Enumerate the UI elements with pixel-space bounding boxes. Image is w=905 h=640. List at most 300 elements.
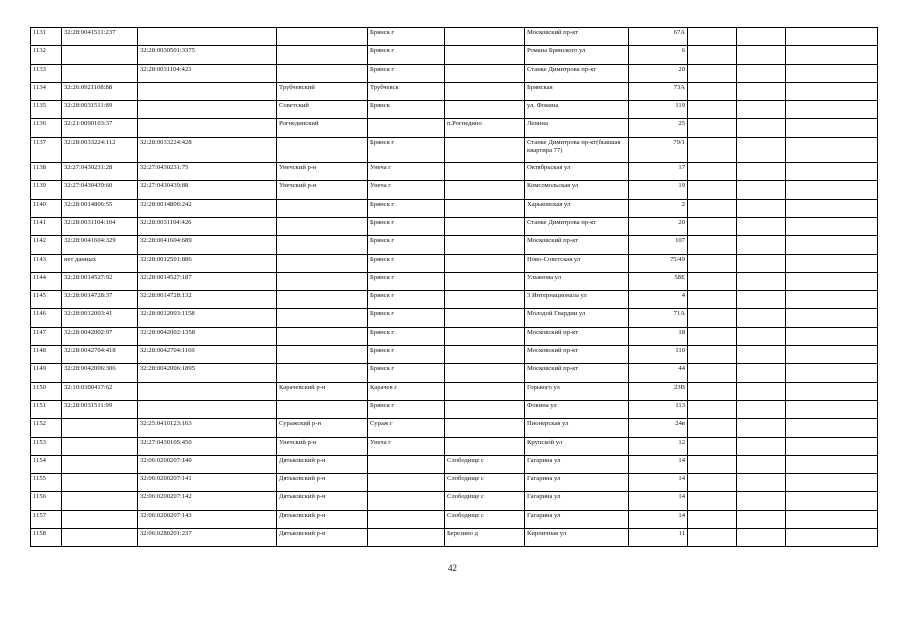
- cell-house-number: 24в: [629, 419, 688, 437]
- table-row: [31, 272, 878, 290]
- cell-district: [277, 217, 368, 235]
- cell-extra-col-2: [737, 437, 786, 455]
- cell-district: Дятьковский р-н: [277, 455, 368, 473]
- cell-city: Брянск г: [368, 400, 445, 418]
- cell-extra-col-2: [737, 346, 786, 364]
- cell-street: Романа Брянского ул: [525, 46, 629, 64]
- cell-extra-col-2: [737, 400, 786, 418]
- cell-settlement: [445, 272, 525, 290]
- cell-row-index: 1131: [31, 28, 62, 46]
- cell-street: Крупской ул: [525, 437, 629, 455]
- cell-district: Унечский р-н: [277, 163, 368, 181]
- cell-extra-col-1: [688, 64, 737, 82]
- cell-city: Брянск г: [368, 28, 445, 46]
- cell-row-index: 1155: [31, 474, 62, 492]
- cell-cadastral-number-building: 32:28:0033224:428: [138, 137, 277, 162]
- cell-extra-col-3: [786, 119, 878, 137]
- cell-settlement: [445, 137, 525, 162]
- cell-extra-col-2: [737, 82, 786, 100]
- cell-extra-col-3: [786, 181, 878, 199]
- cell-street: Молодой Гвардии ул: [525, 309, 629, 327]
- cell-cadastral-number-building: 32:28:0041604:689: [138, 236, 277, 254]
- cell-extra-col-2: [737, 217, 786, 235]
- cell-city: Брянск г: [368, 254, 445, 272]
- cell-house-number: 14: [629, 492, 688, 510]
- cell-settlement: [445, 437, 525, 455]
- cell-extra-col-1: [688, 529, 737, 547]
- cell-house-number: 14: [629, 455, 688, 473]
- cell-house-number: 19: [629, 181, 688, 199]
- cell-street: Фокина ул: [525, 400, 629, 418]
- cell-city: Брянск г: [368, 46, 445, 64]
- cell-street: Московский пр-кт: [525, 364, 629, 382]
- cell-city: Сураж г: [368, 419, 445, 437]
- cell-house-number: 14: [629, 510, 688, 528]
- cell-row-index: 1141: [31, 217, 62, 235]
- cell-district: Унечский р-н: [277, 437, 368, 455]
- cell-cadastral-number-building: 32:28:0012003:1158: [138, 309, 277, 327]
- cell-cadastral-number-land: 32:26:0921108:88: [62, 82, 138, 100]
- cell-row-index: 1137: [31, 137, 62, 162]
- cell-street: Ульянова ул: [525, 272, 629, 290]
- cell-district: [277, 28, 368, 46]
- cell-district: [277, 400, 368, 418]
- cell-extra-col-2: [737, 181, 786, 199]
- cell-cadastral-number-building: 32:28:0031104:423: [138, 64, 277, 82]
- cell-row-index: 1142: [31, 236, 62, 254]
- cell-extra-col-3: [786, 382, 878, 400]
- cell-extra-col-1: [688, 346, 737, 364]
- cell-cadastral-number-land: [62, 419, 138, 437]
- cell-cadastral-number-building: 32:27:0430231:75: [138, 163, 277, 181]
- table-row: [31, 291, 878, 309]
- cell-city: Брянск г: [368, 364, 445, 382]
- cell-extra-col-1: [688, 46, 737, 64]
- table-row: [31, 474, 878, 492]
- cell-extra-col-1: [688, 437, 737, 455]
- cell-cadastral-number-building: 32:28:0014527:187: [138, 272, 277, 290]
- cell-house-number: 6: [629, 46, 688, 64]
- cell-city: Брянск: [368, 101, 445, 119]
- cell-extra-col-1: [688, 217, 737, 235]
- cell-house-number: 79/1: [629, 137, 688, 162]
- cell-house-number: 75/49: [629, 254, 688, 272]
- cell-extra-col-3: [786, 327, 878, 345]
- cell-house-number: 2: [629, 199, 688, 217]
- cell-street: Московский пр-кт: [525, 28, 629, 46]
- cell-row-index: 1132: [31, 46, 62, 64]
- cell-cadastral-number-building: 32:28:0014806:242: [138, 199, 277, 217]
- cell-extra-col-1: [688, 400, 737, 418]
- cell-city: Унеча г: [368, 181, 445, 199]
- cell-extra-col-1: [688, 419, 737, 437]
- cell-street: Московский пр-кт: [525, 346, 629, 364]
- cell-cadastral-number-building: 32:06:0200207:143: [138, 510, 277, 528]
- cell-cadastral-number-building: 32:25:0410123:163: [138, 419, 277, 437]
- cell-house-number: 20: [629, 217, 688, 235]
- cell-extra-col-3: [786, 163, 878, 181]
- cell-extra-col-2: [737, 236, 786, 254]
- cell-cadastral-number-land: нет данных: [62, 254, 138, 272]
- cell-cadastral-number-land: [62, 510, 138, 528]
- cell-district: [277, 364, 368, 382]
- cell-cadastral-number-building: [138, 400, 277, 418]
- cell-city: Брянск г: [368, 236, 445, 254]
- table-row: [31, 346, 878, 364]
- cell-city: Брянск г: [368, 64, 445, 82]
- cell-street: Гагарина ул: [525, 492, 629, 510]
- cell-cadastral-number-building: 32:06:0200207:142: [138, 492, 277, 510]
- cell-settlement: [445, 400, 525, 418]
- cell-extra-col-2: [737, 137, 786, 162]
- cell-extra-col-2: [737, 199, 786, 217]
- cell-cadastral-number-land: 32:27:0430439:60: [62, 181, 138, 199]
- cell-house-number: 12: [629, 437, 688, 455]
- cell-settlement: Слободище с: [445, 510, 525, 528]
- cell-city: [368, 492, 445, 510]
- cell-street: Ленина: [525, 119, 629, 137]
- cell-extra-col-3: [786, 137, 878, 162]
- cell-house-number: 71А: [629, 309, 688, 327]
- cell-cadastral-number-building: [138, 119, 277, 137]
- cell-city: Брянск г: [368, 327, 445, 345]
- cell-cadastral-number-land: [62, 529, 138, 547]
- cell-extra-col-1: [688, 119, 737, 137]
- cell-row-index: 1153: [31, 437, 62, 455]
- cell-row-index: 1151: [31, 400, 62, 418]
- cell-city: Брянск г: [368, 199, 445, 217]
- register-table-body: [31, 28, 878, 547]
- cell-settlement: [445, 101, 525, 119]
- cell-cadastral-number-land: 32:27:0430231:28: [62, 163, 138, 181]
- cell-cadastral-number-land: 32:28:0014527:92: [62, 272, 138, 290]
- cell-district: Советский: [277, 101, 368, 119]
- cell-settlement: Слободище с: [445, 474, 525, 492]
- cell-cadastral-number-land: 32:28:0014728:37: [62, 291, 138, 309]
- cell-district: Дятьковский р-н: [277, 492, 368, 510]
- cell-extra-col-3: [786, 529, 878, 547]
- cell-settlement: Слободище с: [445, 455, 525, 473]
- table-row: [31, 46, 878, 64]
- cell-district: [277, 46, 368, 64]
- cell-district: [277, 346, 368, 364]
- cell-row-index: 1144: [31, 272, 62, 290]
- cell-settlement: [445, 327, 525, 345]
- cell-extra-col-1: [688, 82, 737, 100]
- cell-extra-col-1: [688, 510, 737, 528]
- cell-city: Брянск г: [368, 272, 445, 290]
- cell-cadastral-number-building: 32:06:0200207:140: [138, 455, 277, 473]
- cell-extra-col-2: [737, 382, 786, 400]
- cell-extra-col-1: [688, 309, 737, 327]
- cell-city: Брянск г: [368, 291, 445, 309]
- cell-row-index: 1146: [31, 309, 62, 327]
- cell-street: 3 Интернационала ул: [525, 291, 629, 309]
- cell-district: [277, 137, 368, 162]
- table-row: [31, 529, 878, 547]
- cell-street: Станке Димитрова пр-кт(бывшая квартира 77): [525, 137, 629, 162]
- cell-house-number: 73А: [629, 82, 688, 100]
- cell-city: [368, 119, 445, 137]
- cell-city: Брянск г: [368, 137, 445, 162]
- cell-district: [277, 236, 368, 254]
- cell-cadastral-number-land: 32:28:0031511:89: [62, 101, 138, 119]
- cell-extra-col-3: [786, 217, 878, 235]
- cell-extra-col-1: [688, 327, 737, 345]
- cell-house-number: 110: [629, 346, 688, 364]
- cell-extra-col-1: [688, 474, 737, 492]
- cell-cadastral-number-land: 32:28:0012003:41: [62, 309, 138, 327]
- cell-row-index: 1150: [31, 382, 62, 400]
- table-row: [31, 163, 878, 181]
- cell-district: [277, 272, 368, 290]
- table-row: [31, 101, 878, 119]
- cell-district: [277, 327, 368, 345]
- cell-district: [277, 64, 368, 82]
- cell-extra-col-2: [737, 64, 786, 82]
- cell-street: Станке Димитрова пр-кт: [525, 64, 629, 82]
- cell-cadastral-number-building: 32:28:0042002:1358: [138, 327, 277, 345]
- cell-row-index: 1135: [31, 101, 62, 119]
- cell-cadastral-number-land: 32:28:0031511:99: [62, 400, 138, 418]
- cell-district: Дятьковский р-н: [277, 474, 368, 492]
- cell-street: Станке Димитрова пр-кт: [525, 217, 629, 235]
- cell-extra-col-3: [786, 199, 878, 217]
- cell-settlement: [445, 163, 525, 181]
- cell-district: Суражский р-н: [277, 419, 368, 437]
- cell-settlement: [445, 346, 525, 364]
- cell-extra-col-1: [688, 236, 737, 254]
- cell-city: Карачев г: [368, 382, 445, 400]
- cell-settlement: [445, 236, 525, 254]
- page-number: 42: [448, 563, 457, 573]
- cell-extra-col-3: [786, 291, 878, 309]
- cell-cadastral-number-building: 32:27:0430439:88: [138, 181, 277, 199]
- cell-district: Карачевский р-н: [277, 382, 368, 400]
- cell-district: Рогнединский: [277, 119, 368, 137]
- cell-city: Унеча г: [368, 437, 445, 455]
- cell-cadastral-number-building: 32:28:0042704:1169: [138, 346, 277, 364]
- cell-cadastral-number-building: [138, 101, 277, 119]
- cell-settlement: [445, 64, 525, 82]
- table-row: [31, 455, 878, 473]
- cell-extra-col-2: [737, 474, 786, 492]
- table-row: [31, 364, 878, 382]
- cell-cadastral-number-land: 32:28:0042002:97: [62, 327, 138, 345]
- table-row: [31, 382, 878, 400]
- cell-extra-col-2: [737, 510, 786, 528]
- cell-extra-col-1: [688, 163, 737, 181]
- cell-extra-col-2: [737, 364, 786, 382]
- table-row: [31, 400, 878, 418]
- cell-district: [277, 199, 368, 217]
- table-row: [31, 327, 878, 345]
- cell-extra-col-1: [688, 291, 737, 309]
- cell-settlement: [445, 217, 525, 235]
- cell-row-index: 1147: [31, 327, 62, 345]
- cell-district: [277, 309, 368, 327]
- cell-street: Кирпичная ул: [525, 529, 629, 547]
- cell-extra-col-3: [786, 236, 878, 254]
- cell-cadastral-number-building: [138, 82, 277, 100]
- table-row: [31, 419, 878, 437]
- cell-row-index: 1139: [31, 181, 62, 199]
- cell-cadastral-number-building: [138, 28, 277, 46]
- cell-cadastral-number-land: [62, 492, 138, 510]
- cell-house-number: 25: [629, 119, 688, 137]
- cell-extra-col-2: [737, 327, 786, 345]
- cell-city: [368, 474, 445, 492]
- cell-extra-col-3: [786, 400, 878, 418]
- register-table: [30, 27, 878, 547]
- cell-extra-col-3: [786, 419, 878, 437]
- cell-city: Брянск г: [368, 309, 445, 327]
- cell-house-number: 23В: [629, 382, 688, 400]
- cell-extra-col-3: [786, 64, 878, 82]
- cell-street: Горького ул: [525, 382, 629, 400]
- cell-cadastral-number-building: [138, 382, 277, 400]
- cell-extra-col-3: [786, 455, 878, 473]
- cell-settlement: [445, 46, 525, 64]
- cell-row-index: 1152: [31, 419, 62, 437]
- cell-extra-col-2: [737, 291, 786, 309]
- cell-street: Московский пр-кт: [525, 236, 629, 254]
- cell-street: Гагарина ул: [525, 510, 629, 528]
- cell-extra-col-3: [786, 46, 878, 64]
- cell-extra-col-1: [688, 254, 737, 272]
- cell-extra-col-2: [737, 309, 786, 327]
- cell-cadastral-number-land: 32:28:0042704:418: [62, 346, 138, 364]
- cell-extra-col-2: [737, 492, 786, 510]
- cell-settlement: [445, 419, 525, 437]
- cell-city: [368, 455, 445, 473]
- cell-cadastral-number-land: [62, 437, 138, 455]
- cell-extra-col-1: [688, 492, 737, 510]
- cell-row-index: 1149: [31, 364, 62, 382]
- cell-cadastral-number-building: 32:28:0031104:426: [138, 217, 277, 235]
- cell-extra-col-2: [737, 419, 786, 437]
- cell-cadastral-number-land: 32:28:0041604:329: [62, 236, 138, 254]
- cell-settlement: [445, 199, 525, 217]
- cell-cadastral-number-land: 32:28:0014806:55: [62, 199, 138, 217]
- cell-settlement: [445, 82, 525, 100]
- cell-extra-col-1: [688, 137, 737, 162]
- cell-extra-col-3: [786, 101, 878, 119]
- cell-extra-col-2: [737, 272, 786, 290]
- cell-extra-col-2: [737, 455, 786, 473]
- cell-extra-col-3: [786, 474, 878, 492]
- cell-extra-col-1: [688, 181, 737, 199]
- cell-street: Октябрьская ул: [525, 163, 629, 181]
- cell-district: Трубчевский: [277, 82, 368, 100]
- cell-extra-col-1: [688, 364, 737, 382]
- cell-cadastral-number-land: 32:28:0031104:104: [62, 217, 138, 235]
- cell-row-index: 1154: [31, 455, 62, 473]
- table-row: [31, 64, 878, 82]
- cell-district: Унечский р-н: [277, 181, 368, 199]
- table-row: [31, 437, 878, 455]
- cell-row-index: 1158: [31, 529, 62, 547]
- cell-house-number: 20: [629, 64, 688, 82]
- cell-cadastral-number-building: 32:28:0030501:3375: [138, 46, 277, 64]
- cell-street: Комсомольская ул: [525, 181, 629, 199]
- cell-row-index: 1143: [31, 254, 62, 272]
- cell-settlement: Березино д: [445, 529, 525, 547]
- cell-city: [368, 510, 445, 528]
- cell-street: Гагарина ул: [525, 474, 629, 492]
- cell-cadastral-number-land: 32:21:0090103:37: [62, 119, 138, 137]
- table-row: [31, 82, 878, 100]
- cell-extra-col-3: [786, 510, 878, 528]
- table-row: [31, 181, 878, 199]
- cell-street: Ново-Советская ул: [525, 254, 629, 272]
- cell-settlement: [445, 28, 525, 46]
- cell-row-index: 1134: [31, 82, 62, 100]
- cell-settlement: [445, 254, 525, 272]
- cell-row-index: 1145: [31, 291, 62, 309]
- cell-street: Пионерская ул: [525, 419, 629, 437]
- cell-extra-col-1: [688, 455, 737, 473]
- cell-house-number: 107: [629, 236, 688, 254]
- cell-row-index: 1140: [31, 199, 62, 217]
- cell-cadastral-number-building: 32:28:0012501:886: [138, 254, 277, 272]
- table-row: [31, 309, 878, 327]
- cell-cadastral-number-land: 32:10:0300417:62: [62, 382, 138, 400]
- cell-extra-col-3: [786, 346, 878, 364]
- table-row: [31, 236, 878, 254]
- table-row: [31, 510, 878, 528]
- table-row: [31, 137, 878, 162]
- cell-row-index: 1138: [31, 163, 62, 181]
- cell-extra-col-2: [737, 254, 786, 272]
- table-row: [31, 492, 878, 510]
- cell-extra-col-1: [688, 272, 737, 290]
- cell-house-number: 17: [629, 163, 688, 181]
- cell-extra-col-2: [737, 46, 786, 64]
- cell-cadastral-number-land: 32:28:0041511:237: [62, 28, 138, 46]
- cell-extra-col-2: [737, 163, 786, 181]
- cell-row-index: 1148: [31, 346, 62, 364]
- cell-extra-col-3: [786, 364, 878, 382]
- cell-settlement: [445, 291, 525, 309]
- cell-cadastral-number-building: 32:28:0014728:132: [138, 291, 277, 309]
- cell-extra-col-3: [786, 309, 878, 327]
- cell-extra-col-1: [688, 101, 737, 119]
- cell-street: Гагарина ул: [525, 455, 629, 473]
- cell-extra-col-3: [786, 492, 878, 510]
- cell-row-index: 1133: [31, 64, 62, 82]
- cell-city: [368, 529, 445, 547]
- cell-district: [277, 291, 368, 309]
- cell-city: Брянск г: [368, 346, 445, 364]
- cell-house-number: 67А: [629, 28, 688, 46]
- cell-house-number: 18: [629, 327, 688, 345]
- cell-house-number: 44: [629, 364, 688, 382]
- cell-extra-col-2: [737, 529, 786, 547]
- cell-city: Брянск г: [368, 217, 445, 235]
- cell-cadastral-number-land: [62, 455, 138, 473]
- cell-settlement: п.Рогнедино: [445, 119, 525, 137]
- cell-house-number: 113: [629, 400, 688, 418]
- cell-city: Трубчевск: [368, 82, 445, 100]
- cell-house-number: 58Е: [629, 272, 688, 290]
- cell-extra-col-3: [786, 82, 878, 100]
- table-row: [31, 199, 878, 217]
- cell-extra-col-1: [688, 199, 737, 217]
- cell-district: Дятьковский р-н: [277, 529, 368, 547]
- cell-extra-col-3: [786, 437, 878, 455]
- cell-settlement: [445, 364, 525, 382]
